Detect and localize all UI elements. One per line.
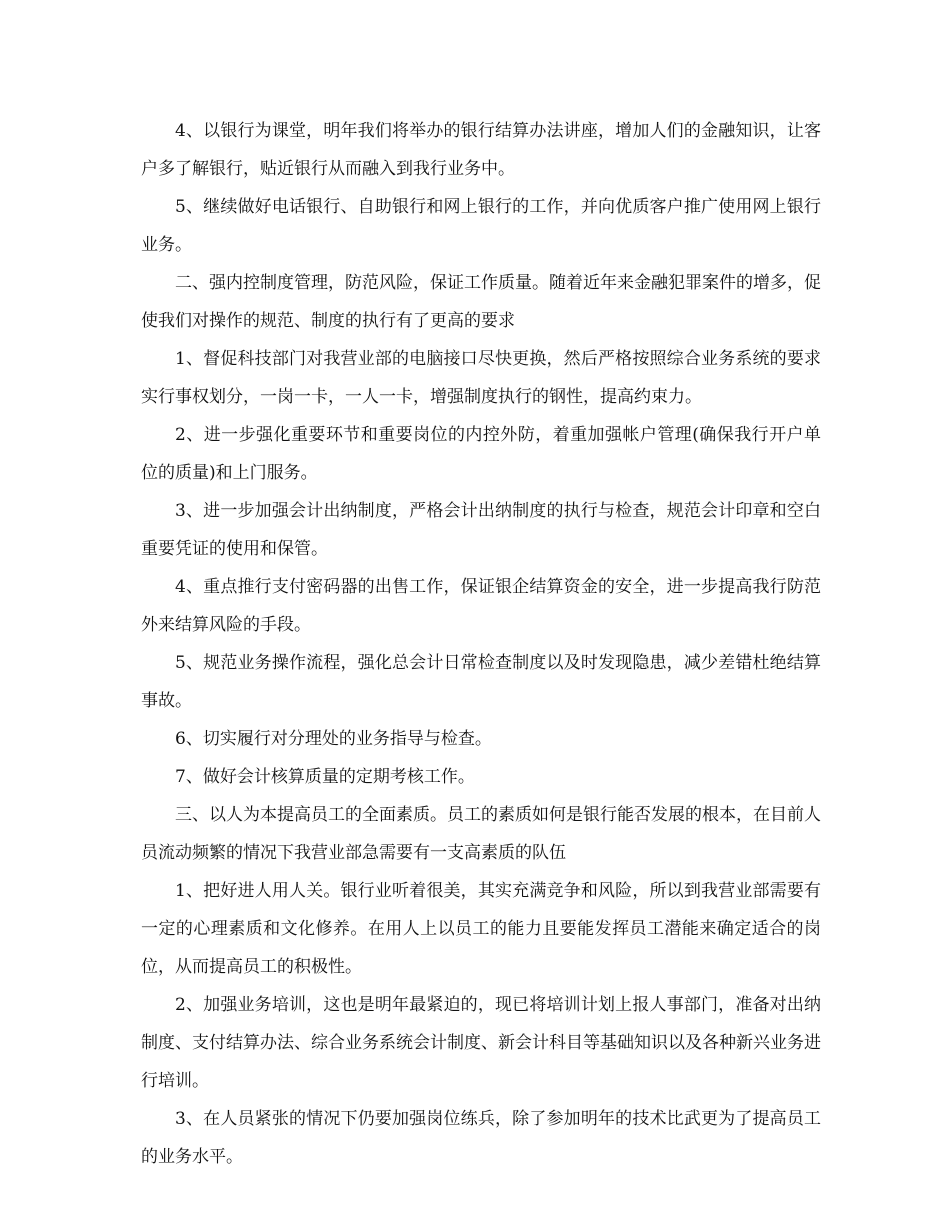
paragraph-6: 3、进一步加强会计出纳制度，严格会计出纳制度的执行与检查，规范会计印章和空白重要凭证的使用和保管。	[141, 501, 821, 559]
paragraph-5: 2、进一步强化重要环节和重要岗位的内控外防，着重加强帐户管理(确保我行开户单位的质量)和上门服务。	[141, 425, 821, 483]
paragraph-7: 4、重点推行支付密码器的出售工作，保证银企结算资金的安全，进一步提高我行防范外来结算风险的手段。	[141, 577, 821, 635]
paragraph-4: 1、督促科技部门对我营业部的电脑接口尽快更换，然后严格按照综合业务系统的要求实行事权划分，一岗一卡，一人一卡，增强制度执行的钢性，提高约束力。	[141, 349, 821, 407]
paragraph-10: 7、做好会计核算质量的定期考核工作。	[175, 767, 475, 787]
document-body	[141, 112, 821, 1176]
paragraph-14: 3、在人员紧张的情况下仍要加强岗位练兵，除了参加明年的技术比武更为了提高员工的业务水平。	[141, 1109, 821, 1167]
paragraph-12: 1、把好进人用人关。银行业听着很美，其实充满竞争和风险，所以到我营业部需要有一定的心理素质和文化修养。在用人上以员工的能力且要能发挥员工潜能来确定适合的岗位，从而提高员工的积极性。	[141, 881, 821, 977]
section-heading-3: 三、以人为本提高员工的全面素质。员工的素质如何是银行能否发展的根本，在目前人员流动频繁的情况下我营业部急需要有一支高素质的队伍	[141, 805, 821, 863]
paragraph-1: 4、以银行为课堂，明年我们将举办的银行结算办法讲座，增加人们的金融知识，让客户多了解银行，贴近银行从而融入到我行业务中。	[141, 121, 821, 179]
paragraph-13: 2、加强业务培训，这也是明年最紧迫的，现已将培训计划上报人事部门，准备对出纳制度、支付结算办法、综合业务系统会计制度、新会计科目等基础知识以及各种新兴业务进行培训。	[141, 995, 821, 1091]
section-heading-2: 二、强内控制度管理，防范风险，保证工作质量。随着近年来金融犯罪案件的增多，促使我们对操作的规范、制度的执行有了更高的要求	[141, 273, 821, 331]
paragraph-2: 5、继续做好电话银行、自助银行和网上银行的工作，并向优质客户推广使用网上银行业务。	[141, 197, 821, 255]
paragraph-8: 5、规范业务操作流程，强化总会计日常检查制度以及时发现隐患，减少差错杜绝结算事故。	[141, 653, 821, 711]
paragraph-9: 6、切实履行对分理处的业务指导与检查。	[175, 729, 492, 749]
